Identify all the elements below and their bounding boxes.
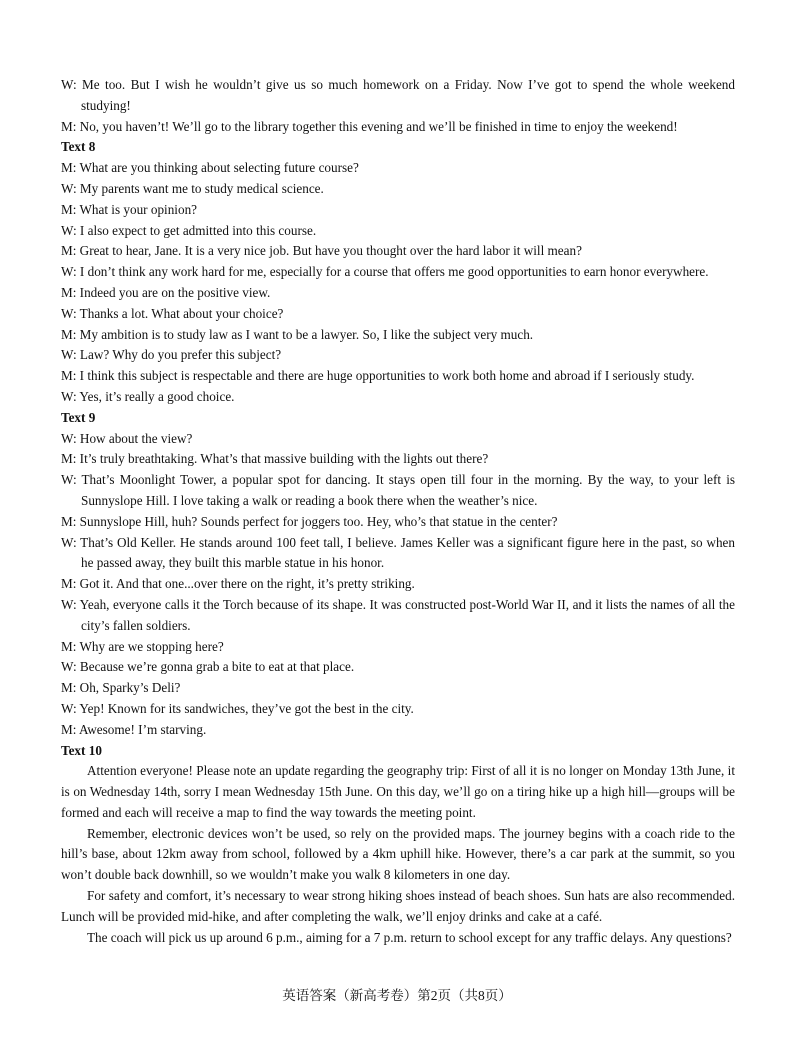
dialogue-line: M: Sunnyslope Hill, huh? Sounds perfect for joggers too. Hey, who’s that statue in the center? [61,513,558,529]
dialogue-line: W: Because we’re gonna grab a bite to eat at that place. [61,659,355,675]
monologue-paragraph: For safety and comfort, it’s necessary to wear strong hiking shoes instead of beach shoes. Sun hats are also recommended. Lunch will be provided mid-hike, and after completing the walk, we’ll enjoy drinks and cake at a café. [61,888,735,924]
section-heading: Text 9 [61,409,96,425]
dialogue-line: W: Thanks a lot. What about your choice? [61,305,284,321]
dialogue-line: M: What are you thinking about selecting future course? [61,160,359,176]
dialogue-line: M: Oh, Sparky’s Deli? [61,680,181,696]
dialogue-line: M: It’s truly breathtaking. What’s that massive building with the lights out there? [61,451,489,467]
dialogue-line: W: Yes, it’s really a good choice. [61,388,235,404]
dialogue-line: W: How about the view? [61,430,193,446]
dialogue-line: M: Awesome! I’m starving. [61,721,207,737]
dialogue-line: M: Great to hear, Jane. It is a very nice job. But have you thought over the hard labor it will mean? [61,243,582,259]
monologue-paragraph: Remember, electronic devices won’t be used, so rely on the provided maps. The journey begins with a coach ride to the hill’s base, about 12km away from school, followed by a 4km uphill hike. However, there’s a car park at the summit, so you won’t double back downhill, so we wouldn’t make you walk 8 kilometers in one day. [61,825,735,883]
dialogue-line: M: I think this subject is respectable and there are huge opportunities to work both home and abroad if I seriously study. [61,368,695,384]
dialogue-line: W: I also expect to get admitted into this course. [61,222,317,238]
dialogue-line: W: Me too. But I wish he wouldn’t give us so much homework on a Friday. Now I’ve got to spend the whole weekend studying! [61,77,735,113]
dialogue-line: W: My parents want me to study medical science. [61,180,324,196]
monologue-paragraph: The coach will pick us up around 6 p.m., aiming for a 7 p.m. return to school except for any traffic delays. Any questions? [87,929,732,945]
section-heading: Text 10 [61,742,102,758]
dialogue-line: W: Yeah, everyone calls it the Torch because of its shape. It was constructed post-World War II, and it lists the names of all the city’s fallen soldiers. [61,596,735,633]
dialogue-line: M: Indeed you are on the positive view. [61,284,271,300]
dialogue-line: M: What is your opinion? [61,201,198,217]
text-9-section [61,408,735,741]
dialogue-line: M: Got it. And that one...over there on the right, it’s pretty striking. [61,576,415,592]
document-body [61,75,735,948]
dialogue-line: W: That’s Moonlight Tower, a popular spot for dancing. It stays open till four in the morning. By the way, to your left is Sunnyslope Hill. I love taking a walk or reading a book there when the weather’s nice. [61,472,735,508]
section-heading: Text 8 [61,139,96,155]
dialogue-line: W: That’s Old Keller. He stands around 100 feet tall, I believe. James Keller was a significant figure here in the past, so when he passed away, they built this marble statue in his honor. [61,534,735,571]
dialogue-line: M: Why are we stopping here? [61,638,224,654]
text-8-section [61,137,735,407]
dialogue-line: M: No, you haven’t! We’ll go to the library together this evening and we’ll be finished in time to enjoy the weekend! [61,118,678,134]
page-footer: 英语答案（新高考卷）第2页（共8页） [282,988,512,1003]
monologue-paragraph: Attention everyone! Please note an update regarding the geography trip: First of all it is no longer on Monday 13th June, it is on Wednesday 14th, sorry I mean Wednesday 15th June. On this day, we’ll go on a tiring hike up a high hill—groups will be formed and each will receive a map to find the way towards the meeting point. [61,763,735,820]
dialogue-line: W: Law? Why do you prefer this subject? [61,347,282,363]
dialogue-line: M: My ambition is to study law as I want to be a lawyer. So, I like the subject very much. [61,326,534,342]
dialogue-line: W: Yep! Known for its sandwiches, they’ve got the best in the city. [61,700,414,716]
dialogue-line: W: I don’t think any work hard for me, especially for a course that offers me good opportunities to earn honor everywhere. [61,264,709,280]
text-10-section [61,741,735,949]
